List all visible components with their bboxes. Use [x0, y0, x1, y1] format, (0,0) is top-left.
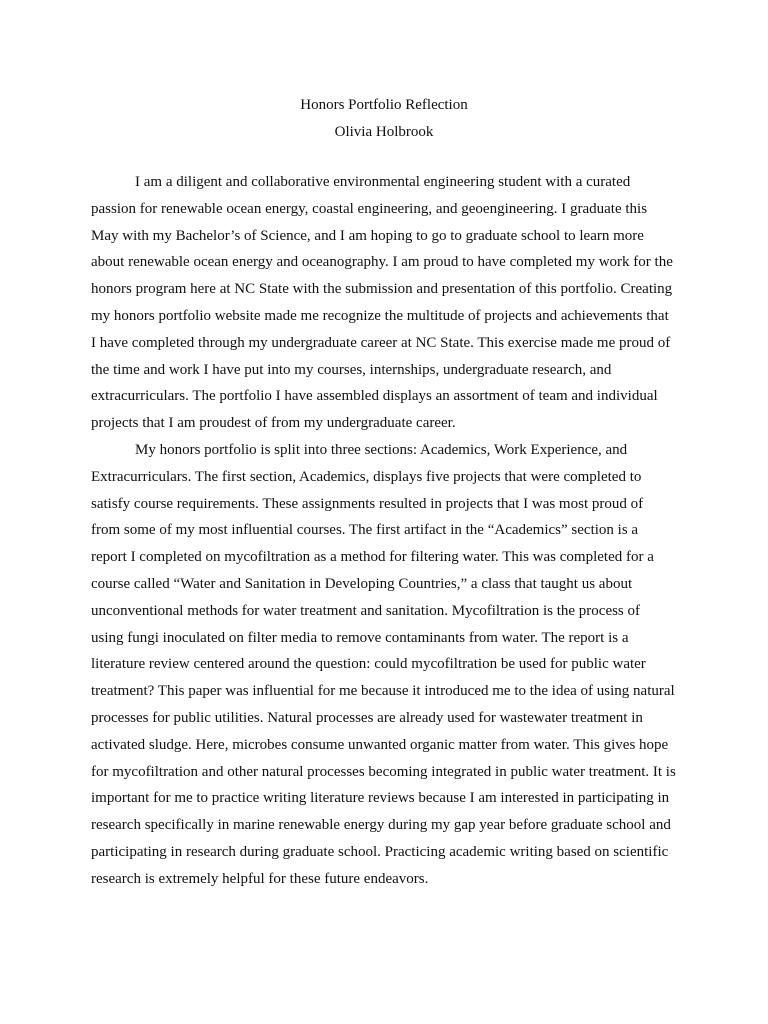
text-line: May with my Bachelor’s of Science, and I am hoping to go to graduate school to learn more	[91, 227, 644, 244]
text-line: activated sludge. Here, microbes consume unwanted organic matter from water. This gives hope	[91, 736, 669, 753]
text-line: research is extremely helpful for these future endeavors.	[91, 870, 429, 887]
text-line: from some of my most influential courses. The first artifact in the “Academics” section is a	[91, 522, 639, 539]
document-body	[91, 169, 681, 893]
text-line: projects that I am proudest of from my undergraduate career.	[91, 415, 456, 432]
text-line: processes for public utilities. Natural processes are already used for wastewater treatment in	[91, 709, 643, 726]
text-line: passion for renewable ocean energy, coastal engineering, and geoengineering. I graduate this	[91, 200, 648, 217]
text-line: satisfy course requirements. These assignments resulted in projects that I was most proud of	[91, 495, 644, 512]
text-line: participating in research during graduate school. Practicing academic writing based on scientific	[91, 843, 669, 860]
text-line: report I completed on mycofiltration as a method for filtering water. This was completed for a	[91, 549, 654, 566]
text-line: treatment? This paper was influential for me because it introduced me to the idea of using natural	[91, 683, 675, 700]
text-line: honors program here at NC State with the submission and presentation of this portfolio. Creating	[91, 281, 673, 298]
text-line: my honors portfolio website made me recognize the multitude of projects and achievements that	[91, 307, 669, 324]
text-line: course called “Water and Sanitation in Developing Countries,” a class that taught us about	[91, 575, 633, 592]
text-line: literature review centered around the question: could mycofiltration be used for public water	[91, 656, 646, 673]
title-block	[0, 92, 768, 145]
document-author: Olivia Holbrook	[334, 123, 434, 140]
text-line: for mycofiltration and other natural processes becoming integrated in public water treatment. It is	[91, 763, 676, 780]
paragraph-2	[91, 437, 681, 893]
text-line: using fungi inoculated on filter media to remove contaminants from water. The report is a	[91, 629, 629, 646]
text-line: Extracurriculars. The first section, Academics, displays five projects that were completed to	[91, 468, 642, 485]
text-line: important for me to practice writing literature reviews because I am interested in participating in	[91, 790, 670, 807]
text-line: the time and work I have put into my courses, internships, undergraduate research, and	[91, 361, 612, 378]
text-line: I have completed through my undergraduate career at NC State. This exercise made me proud of	[91, 334, 671, 351]
paragraph-1	[91, 169, 681, 437]
text-line: about renewable ocean energy and oceanography. I am proud to have completed my work for the	[91, 254, 673, 271]
text-line: extracurriculars. The portfolio I have assembled displays an assortment of team and individual	[91, 388, 658, 405]
text-line: I am a diligent and collaborative environmental engineering student with a curated	[135, 174, 631, 190]
text-line: My honors portfolio is split into three sections: Academics, Work Experience, and	[135, 441, 628, 458]
text-line: research specifically in marine renewable energy during my gap year before graduate school and	[91, 817, 671, 834]
document-title: Honors Portfolio Reflection	[300, 97, 468, 113]
text-line: unconventional methods for water treatment and sanitation. Mycofiltration is the process of	[91, 602, 641, 619]
